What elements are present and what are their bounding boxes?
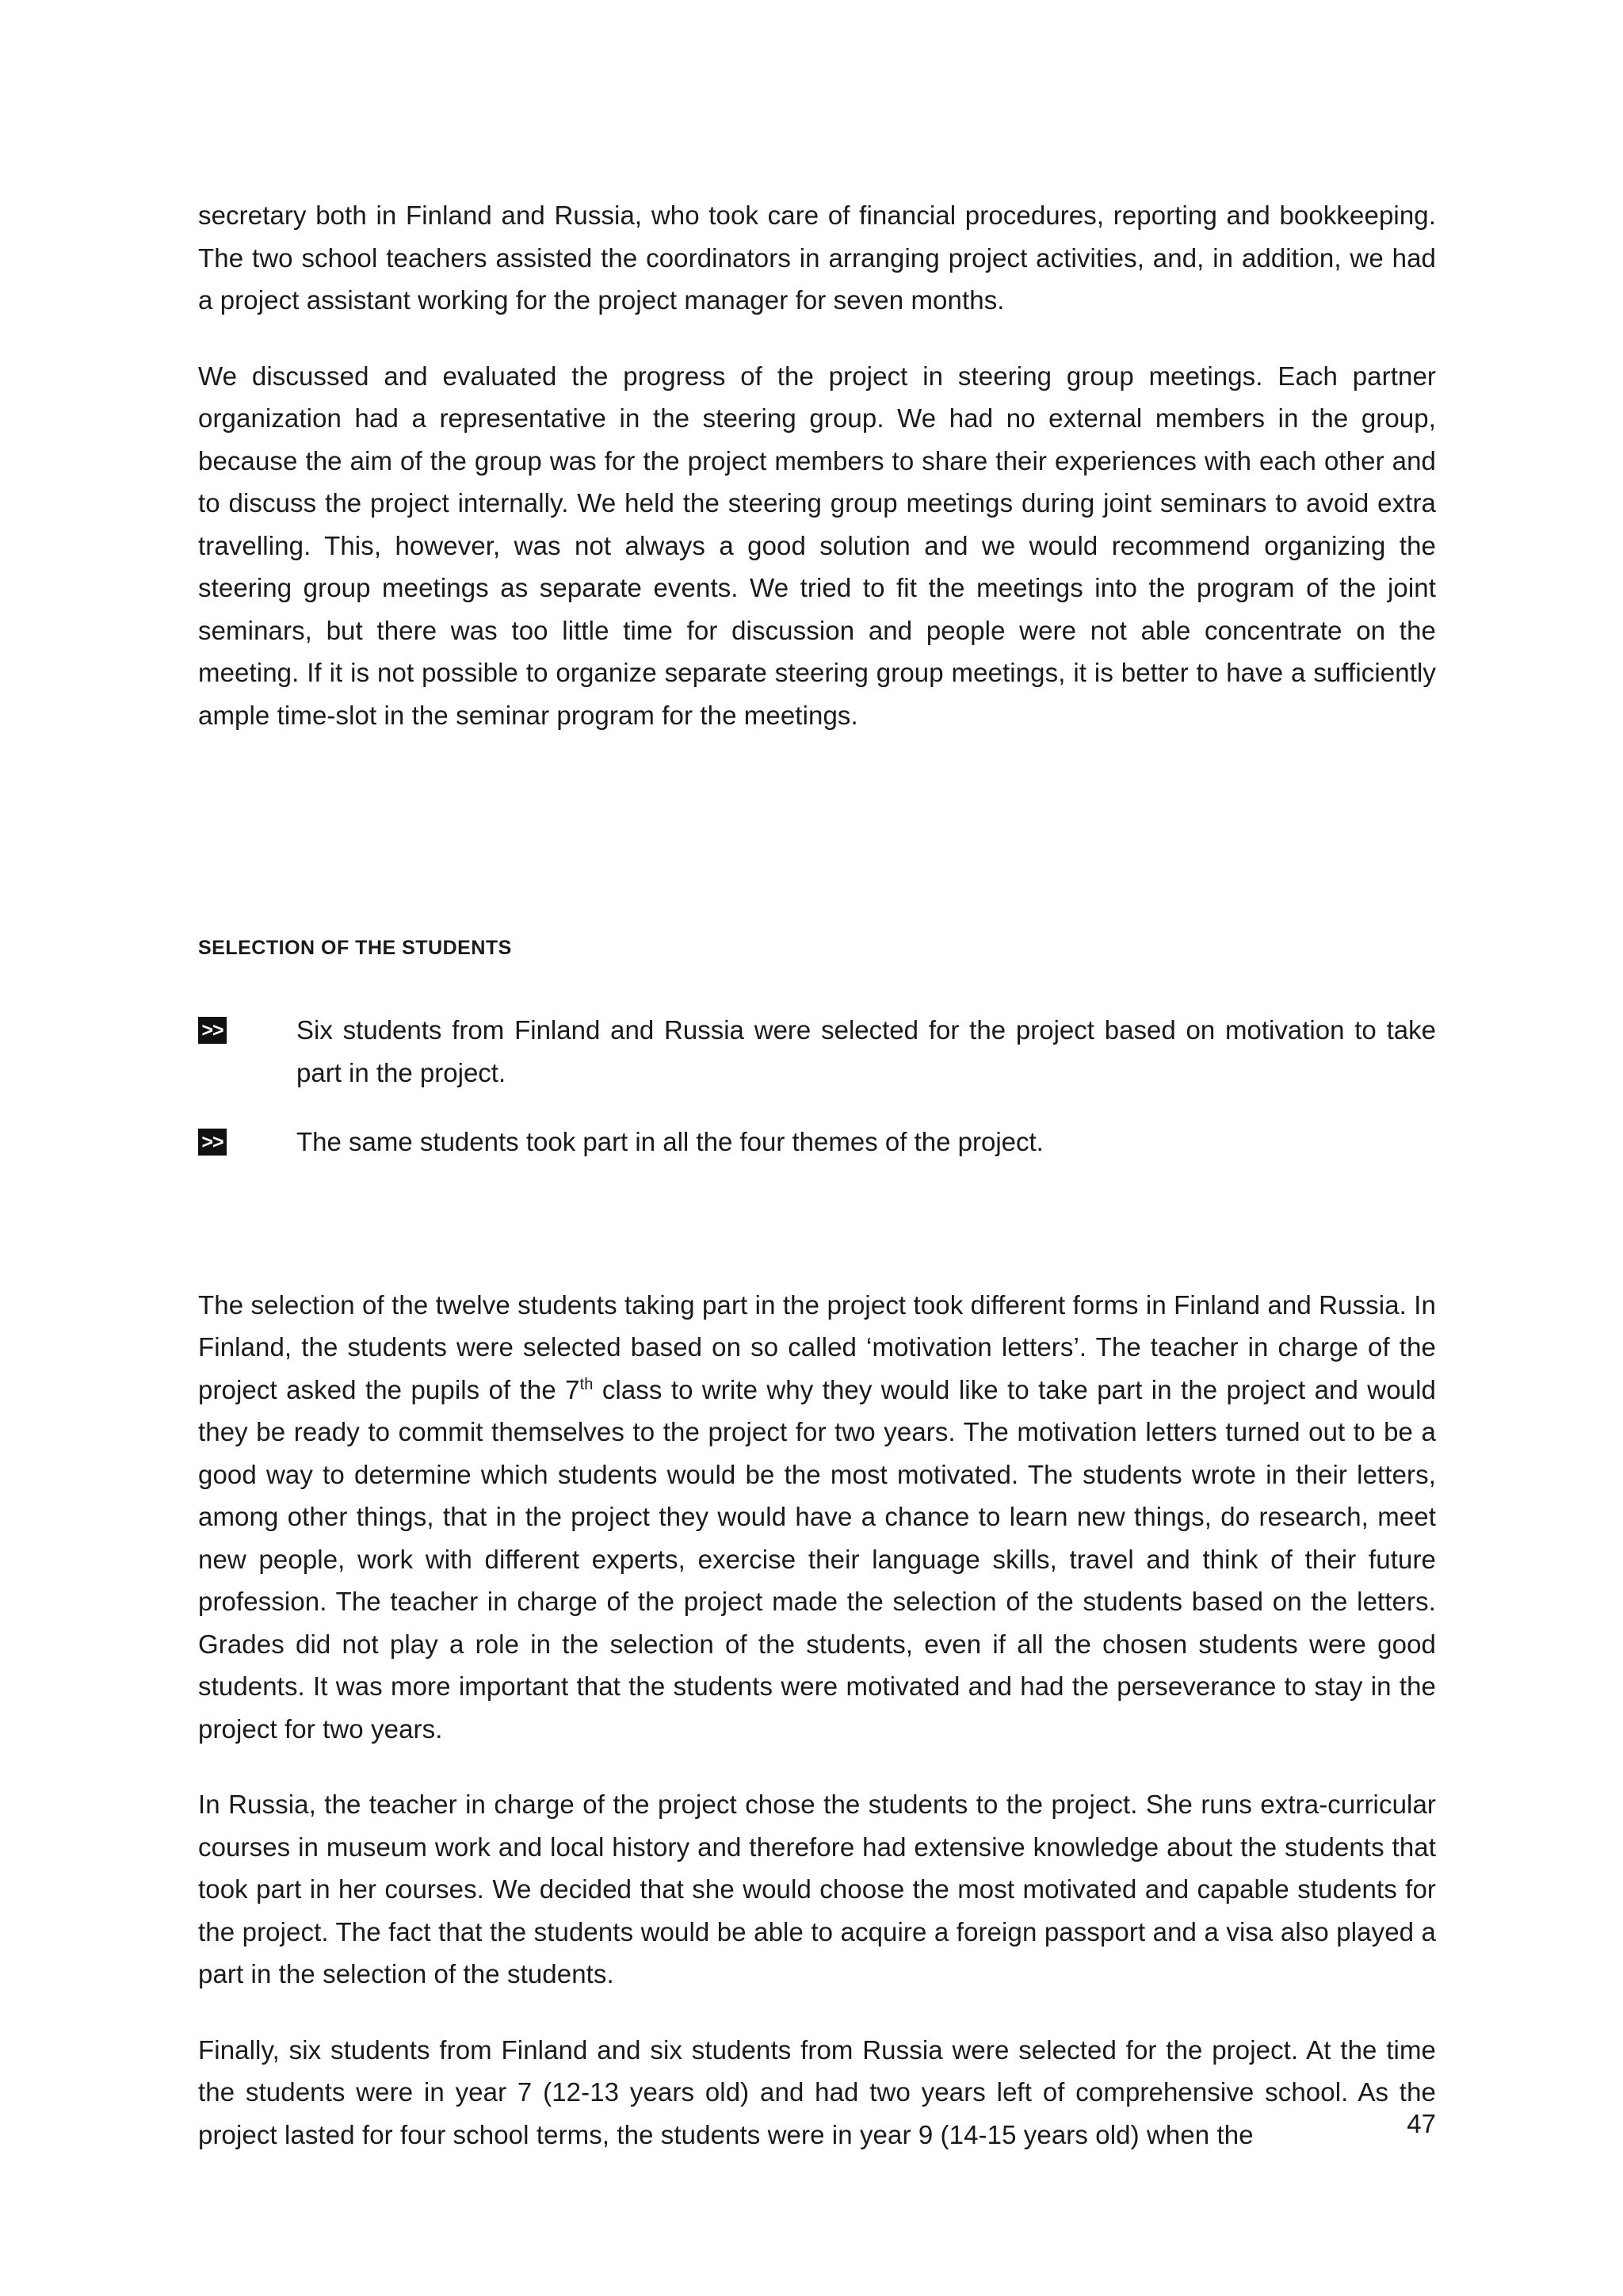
bullet-list [198, 1009, 1436, 1163]
heading-gap [198, 964, 1436, 1009]
paragraph-selection-russia: In Russia, the teacher in charge of the project chose the students to the project. She runs extra-curricular courses in museum work and local history and therefore had extensive knowledge about the students that took part in her courses. We decided that she would choose the most motivated and capable students for the project. The fact that the students would be able to acquire a foreign passport and a visa also played a part in the selection of the students. [198, 1790, 1436, 1988]
bullet-marker-icon: >> [198, 1129, 227, 1156]
bullet-item [198, 1121, 1436, 1163]
section-heading: SELECTION OF THE STUDENTS [198, 937, 512, 959]
selection-text-start: The selection of the twelve students taking part in the project took different forms in Finland and Russia. In Finland, the students were selected based on so called ‘motivation letters’. The teacher in charge of the project asked the pupils of the 7 [198, 1289, 1436, 1404]
bullet-item [198, 1009, 1436, 1094]
paragraph-steering-group: We discussed and evaluated the progress of the project in steering group meetings. Each partner organization had a representative in the steering group. We had no external members in the group, because the aim of the group was for the project members to share their experiences with each other and to discuss the project internally. We held the steering group meetings during joint seminars to avoid extra travelling. This, however, was not always a good solution and we would recommend organizing the steering group meetings as separate events. We tried to fit the meetings into the program of the joint seminars, but there was too little time for discussion and people were not able concentrate on the meeting. If it is not possible to organize separate steering group meetings, it is better to have a sufficiently ample time-slot in the seminar program for the meetings. [198, 361, 1436, 730]
bullet-marker-icon: >> [198, 1017, 227, 1044]
paragraph-selection-finland [198, 1284, 1436, 1751]
paragraph-final-selection: Finally, six students from Finland and six students from Russia were selected for the project. At the time the students were in year 7 (12-13 years old) and had two years left of comprehensive school. As the project lasted for four school terms, the students were in year 9 (14-15 years old) when the [198, 2034, 1436, 2149]
document-page [198, 194, 1436, 2189]
bullet-text: The same students took part in all the four themes of the project. [296, 1127, 1044, 1156]
paragraph-project-staff: secretary both in Finland and Russia, who took care of financial procedures, reporting and bookkeeping. The two school teachers assisted the coordinators in arranging project activities, and, in addition, we had a project assistant working for the project manager for seven months. [198, 201, 1436, 315]
bullet-text: Six students from Finland and Russia were selected for the project based on motivation to take part in the project. [296, 1015, 1436, 1087]
ordinal-suffix: th [579, 1375, 594, 1393]
section-gap [198, 770, 1436, 932]
page-number: 47 [1407, 2109, 1436, 2138]
list-gap [198, 1190, 1436, 1284]
selection-text-end: class to write why they would like to take part in the project and would they be ready to commit themselves to the project for two years. The motivation letters turned out to be a good way to determine which students would be the most motivated. The students wrote in their letters, among other things, that in the project they would have a chance to learn new things, do research, meet new people, work with different experts, exercise their language skills, travel and think of their future profession. The teacher in charge of the project made the selection of the students based on the letters. Grades did not play a role in the selection of the students, even if all the chosen students were good students. It was more important that the students were motivated and had the perseverance to stay in the project for two years. [198, 1374, 1437, 1744]
